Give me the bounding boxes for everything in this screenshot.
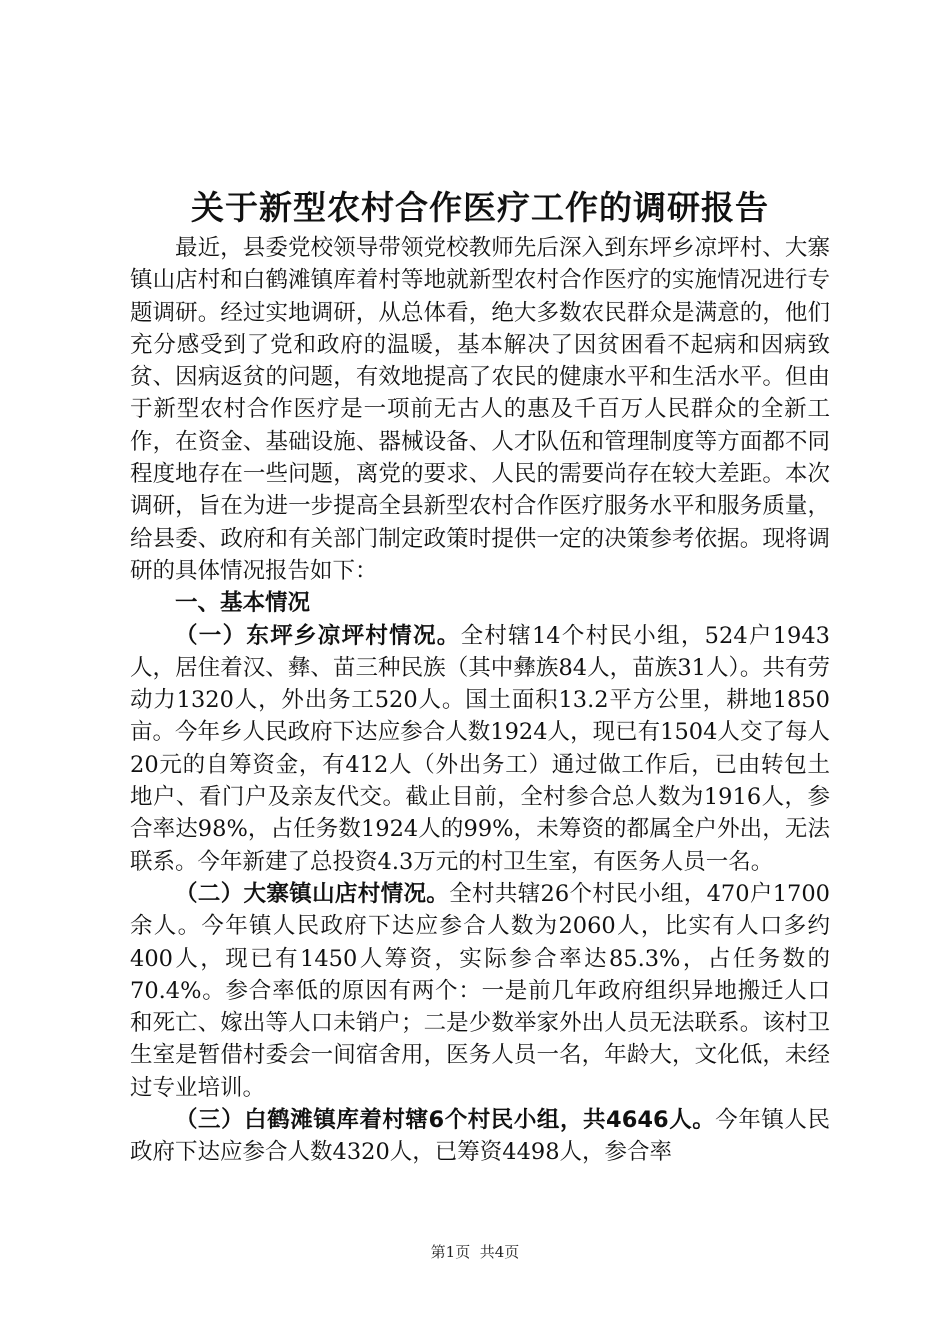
document-title: 关于新型农村合作医疗工作的调研报告 xyxy=(191,188,769,227)
page-total: 共4页 xyxy=(479,1243,520,1261)
paragraph-text: 今年镇人民政府下达应参合人数4320人，已筹资4498人，参合率 xyxy=(130,1107,830,1166)
paragraph-text: 全村辖14个村民小组，524户1943人，居住着汉、彝、苗三种民族（其中彝族84人，苗族31人）。共有劳动力1320人，外出务工520人。国土面积13.2平方公里，耕地1850亩。今年乡人民政府下达应参合人数1924人，现已有1504人交了每人20元的自筹资金，有412人（外出务工）通过做工作后，已由转包土地户、看门户及亲友代交。截止目前，全村参合总人数为1916人，参合率达98%，占任务数1924人的99%，未筹资的都属全户外出，无法联系。今年新建了总投资4.3万元的村卫生室，有医务人员一名。 xyxy=(130,622,830,875)
paragraph-baihetan xyxy=(130,1104,830,1169)
paragraph-text: 全村共辖26个村民小组，470户1700余人。今年镇人民政府下达应参合人数为2060人，比实有人口多约400人，现已有1450人筹资，实际参合率达85.3%，占任务数的70.4%。参合率低的原因有两个：一是前几年政府组织异地搬迁人口和死亡、嫁出等人口未销户；二是少数举家外出人员无法联系。该村卫生室是暂借村委会一间宿舍用，医务人员一名，年龄大，文化低，未经过专业培训。 xyxy=(130,880,830,1101)
paragraph-lead: （一）东坪乡凉坪村情况。 xyxy=(175,622,461,649)
page-footer xyxy=(0,1242,950,1262)
paragraph-lead: （三）白鹤滩镇库着村辖6个村民小组，共4646人。 xyxy=(175,1107,716,1134)
paragraph-lead: （二）大寨镇山店村情况。 xyxy=(175,880,450,907)
document-body xyxy=(130,232,830,1169)
paragraph-dongping xyxy=(130,620,830,878)
section-heading-basic-situation: 一、基本情况 xyxy=(175,590,311,617)
page-number: 第1页 xyxy=(430,1243,471,1261)
intro-paragraph: 最近，县委党校领导带领党校教师先后深入到东坪乡凉坪村、大寨镇山店村和白鹤滩镇库着村等地就新型农村合作医疗的实施情况进行专题调研。经过实地调研，从总体看，绝大多数农民群众是满意的，他们充分感受到了党和政府的温暖，基本解决了因贫困看不起病和因病致贫、因病返贫的问题，有效地提高了农民的健康水平和生活水平。但由于新型农村合作医疗是一项前无古人的惠及千百万人民群众的全新工作，在资金、基础设施、器械设备、人才队伍和管理制度等方面都不同程度地存在一些问题，离党的要求、人民的需要尚存在较大差距。本次调研，旨在为进一步提高全县新型农村合作医疗服务水平和服务质量，给县委、政府和有关部门制定政策时提供一定的决策参考依据。现将调研的具体情况报告如下： xyxy=(130,235,830,584)
paragraph-dazhai xyxy=(130,878,830,1104)
